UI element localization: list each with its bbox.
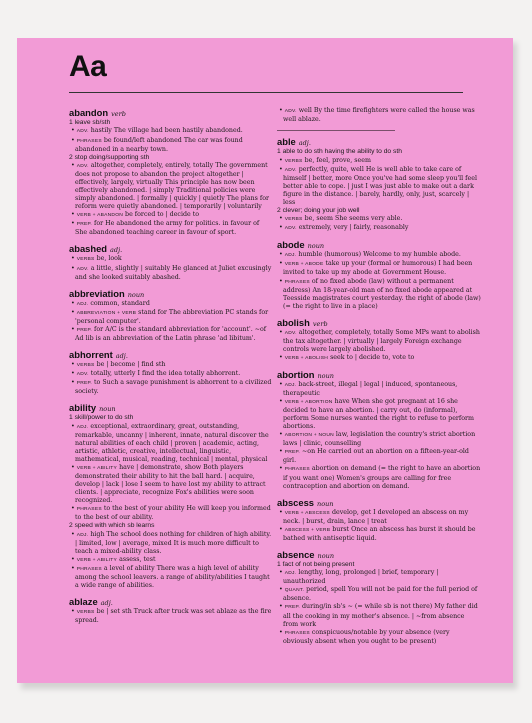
part-of-speech: noun bbox=[307, 242, 325, 251]
collocation-label: PREP. bbox=[76, 327, 93, 333]
collocation-group bbox=[69, 137, 273, 154]
collocation-group bbox=[69, 379, 273, 396]
collocation-group bbox=[277, 278, 481, 311]
collocation-label: VERB + ABSCESS bbox=[284, 510, 330, 516]
collocation-label: PHRASES bbox=[284, 279, 310, 285]
collocation-label: PREP. bbox=[76, 381, 93, 387]
collocation-label: PHRASES bbox=[76, 138, 102, 144]
collocation-text: perfectly, quite, well He is well able to take care of himself | better, more Once you've had some sleep you'll feel better able to cope. | just I was just able to make out a dark figure in the distance. | barely, hardly, only, just, scarcely | less bbox=[283, 165, 477, 206]
collocation-text: ~on He carried out an abortion on a fifteen-year-old girl. bbox=[283, 448, 469, 465]
collocation-text: a level of ability There was a high level of ability among the school leavers. a range of ability/abilities I taught a wide range of abilities. bbox=[75, 564, 270, 589]
entry-header bbox=[69, 596, 273, 608]
dictionary-entry bbox=[69, 349, 273, 396]
collocation-group bbox=[69, 370, 273, 379]
dictionary-entry bbox=[277, 107, 481, 124]
entry-header bbox=[277, 497, 481, 509]
part-of-speech: noun bbox=[99, 405, 116, 414]
entry-header bbox=[69, 243, 273, 255]
collocation-text: exceptional, extraordinary, great, outstanding, remarkable, uncanny | inherent, innate, natural discover the natural abilities of each child | proven | academic, acting, artistic, athletic, creative, intellectual, linguistic, mathematical, musical, reading, technical | mental, physical bbox=[75, 422, 269, 463]
collocation-group bbox=[69, 211, 273, 220]
collocation-label: ABBREVIATION + VERB bbox=[76, 310, 137, 316]
collocation-text: be, look bbox=[96, 255, 122, 263]
sense-heading: 1 fact of not being present bbox=[277, 560, 355, 568]
collocation-text: to Such a savage punishment is abhorrent to a civilized society. bbox=[75, 379, 272, 396]
collocation-group bbox=[277, 603, 481, 628]
collocation-label: ADJ. bbox=[284, 571, 297, 577]
collocation-text: high The school does nothing for children of high ability. | limited, low | average, mixed It is much more difficult to teach a mixed-ability class. bbox=[75, 530, 272, 555]
entry-headword: abashed bbox=[69, 243, 108, 255]
part-of-speech: verb bbox=[111, 110, 126, 118]
entry-headword: abolish bbox=[277, 316, 310, 328]
collocation-label: ADV. bbox=[284, 167, 297, 173]
collocation-label: PREP. bbox=[76, 222, 93, 228]
collocation-text: be forced to | decide to bbox=[125, 211, 200, 219]
entry-header bbox=[277, 369, 481, 381]
collocation-group bbox=[69, 162, 273, 211]
entry-headword: ability bbox=[69, 402, 97, 414]
collocation-group bbox=[69, 220, 273, 237]
collocation-label: ADV. bbox=[284, 330, 297, 336]
collocation-text: be, seem She seems very able. bbox=[304, 215, 403, 223]
collocation-group bbox=[277, 586, 481, 603]
collocation-label: PREP. bbox=[284, 605, 301, 611]
collocation-group bbox=[277, 260, 481, 277]
collocation-label: VERBS bbox=[76, 362, 95, 368]
collocation-text: be found/left abandoned The car was found abandoned in a nearby town. bbox=[75, 136, 243, 153]
collocation-group bbox=[69, 309, 273, 326]
heading-divider bbox=[69, 92, 463, 93]
collocation-group bbox=[277, 629, 481, 646]
collocation-group bbox=[277, 251, 481, 260]
collocation-label: VERB + ABORTION bbox=[284, 400, 333, 406]
collocation-text: during/in sb's ~ (= while sb is not there) My father did all the cooking in my mother's absence. | ~from absence from work bbox=[283, 603, 478, 628]
collocation-group bbox=[69, 565, 273, 590]
collocation-text: have When she got pregnant at 16 she decided to have an abortion. | carry out, do (informal), perform Some nurses wanted the right to refuse to perform abortions. bbox=[283, 398, 475, 431]
collocation-label: ADJ. bbox=[284, 382, 297, 388]
collocation-label: ADV. bbox=[76, 129, 89, 135]
continuation-rule bbox=[277, 130, 395, 131]
dictionary-page bbox=[17, 38, 513, 683]
collocation-group bbox=[69, 361, 273, 370]
collocation-text: seek to | decide to, vote to bbox=[330, 353, 415, 361]
entry-headword: able bbox=[277, 136, 296, 148]
collocation-group bbox=[277, 509, 481, 526]
sense-heading: 1 leave sb/sth bbox=[69, 119, 111, 127]
collocation-label: PHRASES bbox=[284, 630, 310, 636]
entry-headword: abbreviation bbox=[69, 287, 125, 299]
dictionary-entry bbox=[277, 317, 481, 363]
collocation-text: develop, get I developed an abscess on my neck. | burst, drain, lance | treat bbox=[283, 508, 469, 525]
collocation-label: VERBS bbox=[284, 158, 303, 164]
collocation-text: totally, utterly I find the idea totally abhorrent. bbox=[90, 369, 241, 377]
collocation-group bbox=[69, 556, 273, 565]
sense-heading: 2 speed with which sb learns bbox=[69, 522, 155, 530]
collocation-group bbox=[277, 107, 481, 124]
collocation-label: VERB + ABILITY bbox=[76, 465, 118, 471]
entry-headword: absence bbox=[277, 548, 315, 560]
entry-header bbox=[69, 349, 273, 361]
collocation-group bbox=[277, 448, 481, 465]
part-of-speech: noun bbox=[127, 290, 145, 299]
collocation-group bbox=[69, 300, 273, 309]
part-of-speech: adj. bbox=[100, 598, 113, 607]
dictionary-entry bbox=[277, 369, 481, 491]
collocation-label: PHRASES bbox=[76, 566, 102, 572]
collocation-text: stand for The abbreviation PC stands for 'personal computer'. bbox=[75, 308, 269, 325]
collocation-text: for He abandoned the army for politics. in favour of She abandoned teaching career in favour of sport. bbox=[75, 220, 260, 237]
collocation-group bbox=[277, 431, 481, 448]
collocation-label: ADV. bbox=[284, 109, 297, 114]
collocation-text: altogether, completely, totally Some MPs want to abolish the tax altogether. | virtually | largely Foreign exchange controls were largely abolished. bbox=[283, 328, 480, 353]
collocation-text: hastily The village had been hastily abandoned. bbox=[90, 127, 243, 135]
entry-header bbox=[277, 239, 481, 251]
dictionary-entry bbox=[277, 497, 481, 543]
collocation-text: extremely, very | fairly, reasonably bbox=[298, 224, 409, 232]
collocation-text: well By the time firefighters were called the house was well ablaze. bbox=[283, 107, 475, 124]
collocation-text: common, standard bbox=[90, 299, 150, 307]
sense-heading: 1 able to do sth having the ability to do sth bbox=[277, 148, 402, 156]
collocation-group bbox=[69, 326, 273, 343]
collocation-text: assess, test bbox=[119, 555, 156, 563]
collocation-group bbox=[277, 381, 481, 398]
entry-headword: abortion bbox=[277, 368, 315, 380]
collocation-group bbox=[69, 265, 273, 282]
collocation-text: back-street, illegal | legal | induced, spontaneous, therapeutic bbox=[283, 380, 458, 398]
left-column bbox=[69, 107, 273, 631]
collocation-text: have | demonstrate, show Both players demonstrated their ability to hit the ball hard. | acquire, develop | lack | lose I seem to have lost my ability to attract clients. | appreciate, recognize Fox's abilities were soon recognized. bbox=[75, 463, 266, 504]
collocation-label: ADJ. bbox=[76, 301, 89, 307]
collocation-text: be, feel, prove, seem bbox=[304, 156, 371, 164]
collocation-label: ADV. bbox=[76, 371, 89, 377]
collocation-group bbox=[69, 464, 273, 505]
entry-headword: abhorrent bbox=[69, 348, 113, 360]
collocation-label: PREP. bbox=[284, 450, 301, 456]
collocation-label: VERBS bbox=[284, 217, 303, 223]
collocation-group bbox=[69, 608, 273, 625]
collocation-label: ADJ. bbox=[76, 532, 89, 538]
part-of-speech: adj. bbox=[115, 351, 128, 360]
entry-header bbox=[277, 317, 481, 329]
collocation-text: altogether, completely, entirely, totally The government does not propose to abandon the project altogether | effectively, largely, virtually This principle has now been effectively abandoned. | simply Traditional policies were simply abandoned. | formally | quickly | quietly The plans for reform were quietly abandoned. | temporarily | voluntarily bbox=[75, 162, 270, 211]
collocation-label: VERBS bbox=[76, 609, 95, 615]
collocation-text: burst Once an abscess has burst it should be bathed with antiseptic liquid. bbox=[283, 525, 476, 542]
collocation-label: ADJ. bbox=[284, 253, 297, 259]
collocation-text: for A/C is the standard abbreviation for 'account'. ~of Ad lib is an abbreviation of the Latin phrase 'ad libitum'. bbox=[75, 325, 267, 342]
entry-header bbox=[277, 549, 481, 561]
collocation-label: ADJ. bbox=[76, 424, 89, 430]
collocation-group bbox=[277, 465, 481, 490]
collocation-label: ADV. bbox=[76, 266, 89, 272]
collocation-group bbox=[277, 398, 481, 431]
dictionary-entry bbox=[69, 402, 273, 590]
right-column bbox=[277, 107, 481, 652]
entry-header bbox=[277, 136, 481, 148]
collocation-label: VERBS bbox=[76, 257, 95, 263]
collocation-label: PHRASES bbox=[76, 507, 102, 513]
collocation-text: conspicuous/notable by your absence (very obviously absent when you ought to be present) bbox=[283, 628, 450, 645]
dictionary-entry bbox=[69, 243, 273, 281]
collocation-text: be | set sth Truck after truck was set ablaze as the fire spread. bbox=[75, 607, 272, 624]
part-of-speech: noun bbox=[317, 499, 334, 508]
collocation-text: law, legislation the country's strict abortion laws | clinic, counselling bbox=[283, 431, 476, 448]
entry-headword: abode bbox=[277, 239, 305, 251]
part-of-speech: adj. bbox=[110, 246, 123, 255]
dictionary-entry bbox=[277, 549, 481, 646]
collocation-label: VERB + ABILITY bbox=[76, 557, 118, 563]
dictionary-entry bbox=[277, 136, 481, 233]
sense-heading: 2 clever; doing your job well bbox=[277, 206, 360, 214]
collocation-text: abortion on demand (= the right to have an abortion if you want one) Women's groups are calling for free contraception and abortion on demand. bbox=[283, 465, 481, 490]
sense-heading: 1 skill/power to do sth bbox=[69, 414, 134, 422]
collocation-group bbox=[69, 255, 273, 264]
collocation-text: a little, slightly | suitably He glanced at Juliet excusingly and she looked suitably abashed. bbox=[75, 264, 272, 281]
collocation-label: VERB + ABODE bbox=[284, 262, 324, 268]
dictionary-entry bbox=[277, 239, 481, 310]
collocation-label: VERB + ABANDON bbox=[76, 213, 124, 219]
collocation-group bbox=[69, 423, 273, 464]
entry-headword: abscess bbox=[277, 496, 315, 508]
collocation-group bbox=[277, 329, 481, 354]
dictionary-entry bbox=[69, 596, 273, 625]
part-of-speech: verb bbox=[312, 319, 328, 328]
entry-header bbox=[69, 107, 273, 119]
collocation-group bbox=[69, 531, 273, 556]
collocation-label: ADV. bbox=[284, 226, 297, 232]
collocation-label: ABORTION + NOUN bbox=[284, 433, 334, 439]
collocation-label: ADV. bbox=[76, 164, 89, 169]
collocation-group bbox=[277, 166, 481, 207]
collocation-group bbox=[277, 224, 481, 233]
collocation-group bbox=[69, 127, 273, 136]
collocation-label: PHRASES bbox=[284, 467, 310, 473]
entry-header bbox=[69, 288, 273, 300]
page-letter-heading: Aa bbox=[69, 50, 107, 83]
collocation-text: of no fixed abode (law) without a permanent address) An 18-year-old man of no fixed abode appeared at Teesside magistrates court yesterday. the right of abode (law) (= the right to live in a place) bbox=[283, 277, 481, 310]
collocation-group bbox=[277, 157, 481, 166]
collocation-text: be | become | find sth bbox=[96, 360, 166, 368]
dictionary-entry bbox=[69, 107, 273, 237]
collocation-label: VERB + ABOLISH bbox=[284, 355, 329, 361]
part-of-speech: adj. bbox=[298, 139, 311, 148]
collocation-text: period, spell You will not be paid for the full period of absence. bbox=[283, 586, 478, 603]
collocation-group bbox=[277, 526, 481, 543]
part-of-speech: noun bbox=[317, 551, 335, 560]
collocation-group bbox=[69, 505, 273, 522]
collocation-label: QUANT. bbox=[284, 588, 305, 594]
collocation-group bbox=[277, 215, 481, 224]
entry-headword: abandon bbox=[69, 107, 109, 118]
part-of-speech: noun bbox=[317, 371, 334, 380]
dictionary-entry bbox=[69, 288, 273, 343]
collocation-group bbox=[277, 569, 481, 586]
collocation-text: humble (humorous) Welcome to my humble abode. bbox=[298, 251, 461, 259]
collocation-group bbox=[277, 354, 481, 363]
collocation-label: ABSCESS + VERB bbox=[284, 527, 331, 533]
collocation-text: take up your (formal or humorous) I had been invited to take up my abode at Government House. bbox=[283, 260, 473, 277]
collocation-text: to the best of your ability He will keep you informed to the best of our ability. bbox=[75, 505, 271, 522]
sense-heading: 2 stop doing/supporting sth bbox=[69, 153, 150, 161]
entry-header bbox=[69, 402, 273, 414]
collocation-text: lengthy, long, prolonged | brief, temporary | unauthorized bbox=[283, 569, 439, 586]
entry-headword: ablaze bbox=[69, 595, 98, 607]
